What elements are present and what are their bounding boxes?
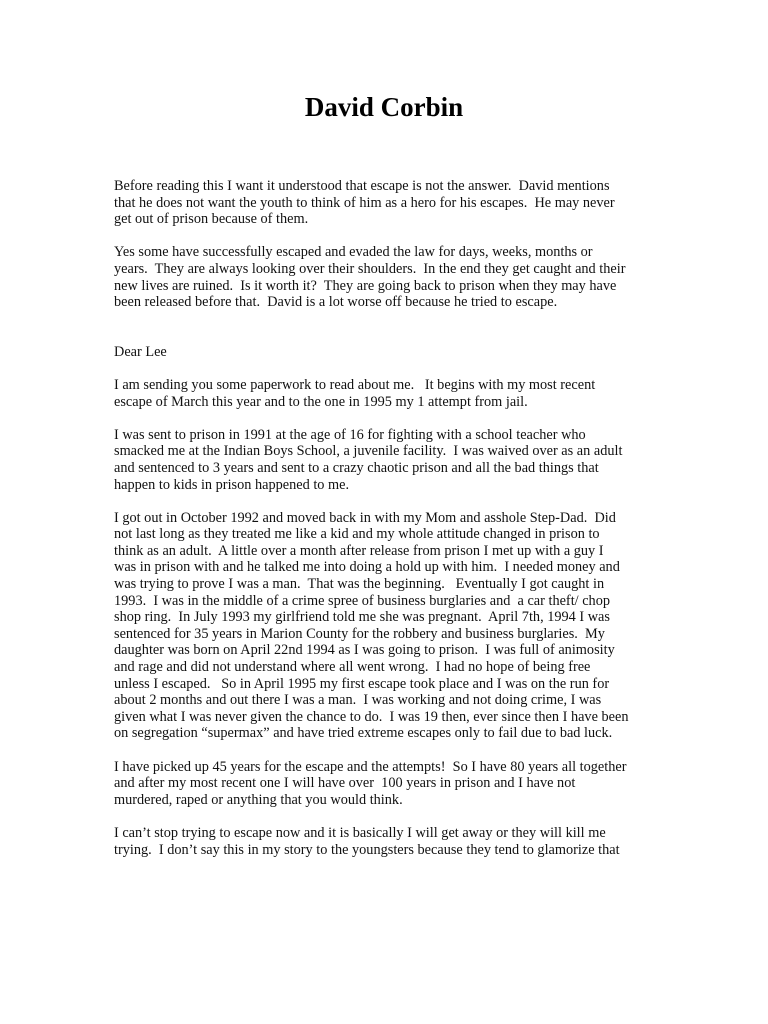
text-line: new lives are ruined. Is it worth it? They are going back to prison when they may have — [114, 277, 617, 294]
text-line: given what I was never given the chance to do. I was 19 then, ever since then I have been — [114, 708, 629, 725]
text-line: smacked me at the Indian Boys School, a juvenile facility. I was waived over as an adult — [114, 443, 623, 460]
text-line: 1993. I was in the middle of a crime spree of business burglaries and a car theft/ chop — [114, 592, 611, 609]
text-line: happen to kids in prison happened to me. — [114, 476, 350, 493]
document-title: David Corbin — [304, 92, 464, 122]
text-line: and after my most recent one I will have over 100 years in prison and I have not — [114, 775, 576, 792]
letter-paragraph-2 — [114, 427, 674, 493]
text-line: sentenced for 35 years in Marion County for the robbery and business burglaries. My — [114, 625, 605, 642]
text-line: been released before that. David is a lot worse off because he tried to escape. — [114, 294, 558, 311]
text-line: think as an adult. A little over a month after release from prison I met up with a guy I — [114, 542, 604, 559]
text-line: I can’t stop trying to escape now and it is basically I will get away or they will kill me — [114, 824, 606, 841]
text-line: get out of prison because of them. — [114, 211, 309, 228]
text-line: murdered, raped or anything that you would think. — [114, 791, 403, 808]
text-line: escape of March this year and to the one in 1995 my 1 attempt from jail. — [114, 393, 528, 410]
text-line: shop ring. In July 1993 my girlfriend told me she was pregnant. April 7th, 1994 I was — [114, 609, 610, 626]
letter-paragraph-4 — [114, 759, 674, 809]
intro-paragraph-2 — [114, 244, 674, 310]
text-line: that he does not want the youth to think of him as a hero for his escapes. He may never — [114, 194, 615, 211]
text-line: trying. I don’t say this in my story to the youngsters because they tend to glamorize that — [114, 841, 620, 858]
text-line: daughter was born on April 22nd 1994 as I was going to prison. I was full of animosity — [114, 642, 615, 659]
text-line: was in prison with and he talked me into doing a hold up with him. I needed money and — [114, 559, 620, 576]
text-line: on segregation “supermax” and have tried extreme escapes only to fail due to bad luck. — [114, 725, 613, 742]
text-line: Dear Lee — [114, 343, 167, 360]
text-line: I was sent to prison in 1991 at the age of 16 for fighting with a school teacher who — [114, 426, 586, 443]
text-line: unless I escaped. So in April 1995 my first escape took place and I was on the run for — [114, 675, 610, 692]
text-line: was trying to prove I was a man. That was the beginning. Eventually I got caught in — [114, 576, 605, 593]
text-line: and rage and did not understand where all went wrong. I had no hope of being free — [114, 659, 591, 676]
intro-paragraph-1 — [114, 178, 674, 228]
text-line: Yes some have successfully escaped and evaded the law for days, weeks, months or — [114, 244, 593, 261]
letter-paragraph-3 — [114, 510, 674, 742]
text-line: about 2 months and out there I was a man. I was working and not doing crime, I was — [114, 692, 602, 709]
text-line: and sentenced to 3 years and sent to a crazy chaotic prison and all the bad things that — [114, 459, 599, 476]
document-body — [114, 178, 674, 875]
text-line: I got out in October 1992 and moved back in with my Mom and asshole Step-Dad. Did — [114, 509, 616, 526]
letter-paragraph-5 — [114, 825, 674, 858]
text-line: not last long as they treated me like a kid and my whole attitude changed in prison to — [114, 526, 600, 543]
text-line: years. They are always looking over their shoulders. In the end they get caught and their — [114, 260, 626, 277]
text-line: Before reading this I want it understood that escape is not the answer. David mentions — [114, 178, 610, 194]
letter-paragraph-1 — [114, 377, 674, 410]
letter-greeting — [114, 344, 674, 361]
text-line: I am sending you some paperwork to read about me. It begins with my most recent — [114, 376, 596, 393]
text-line: I have picked up 45 years for the escape and the attempts! So I have 80 years all together — [114, 758, 627, 775]
